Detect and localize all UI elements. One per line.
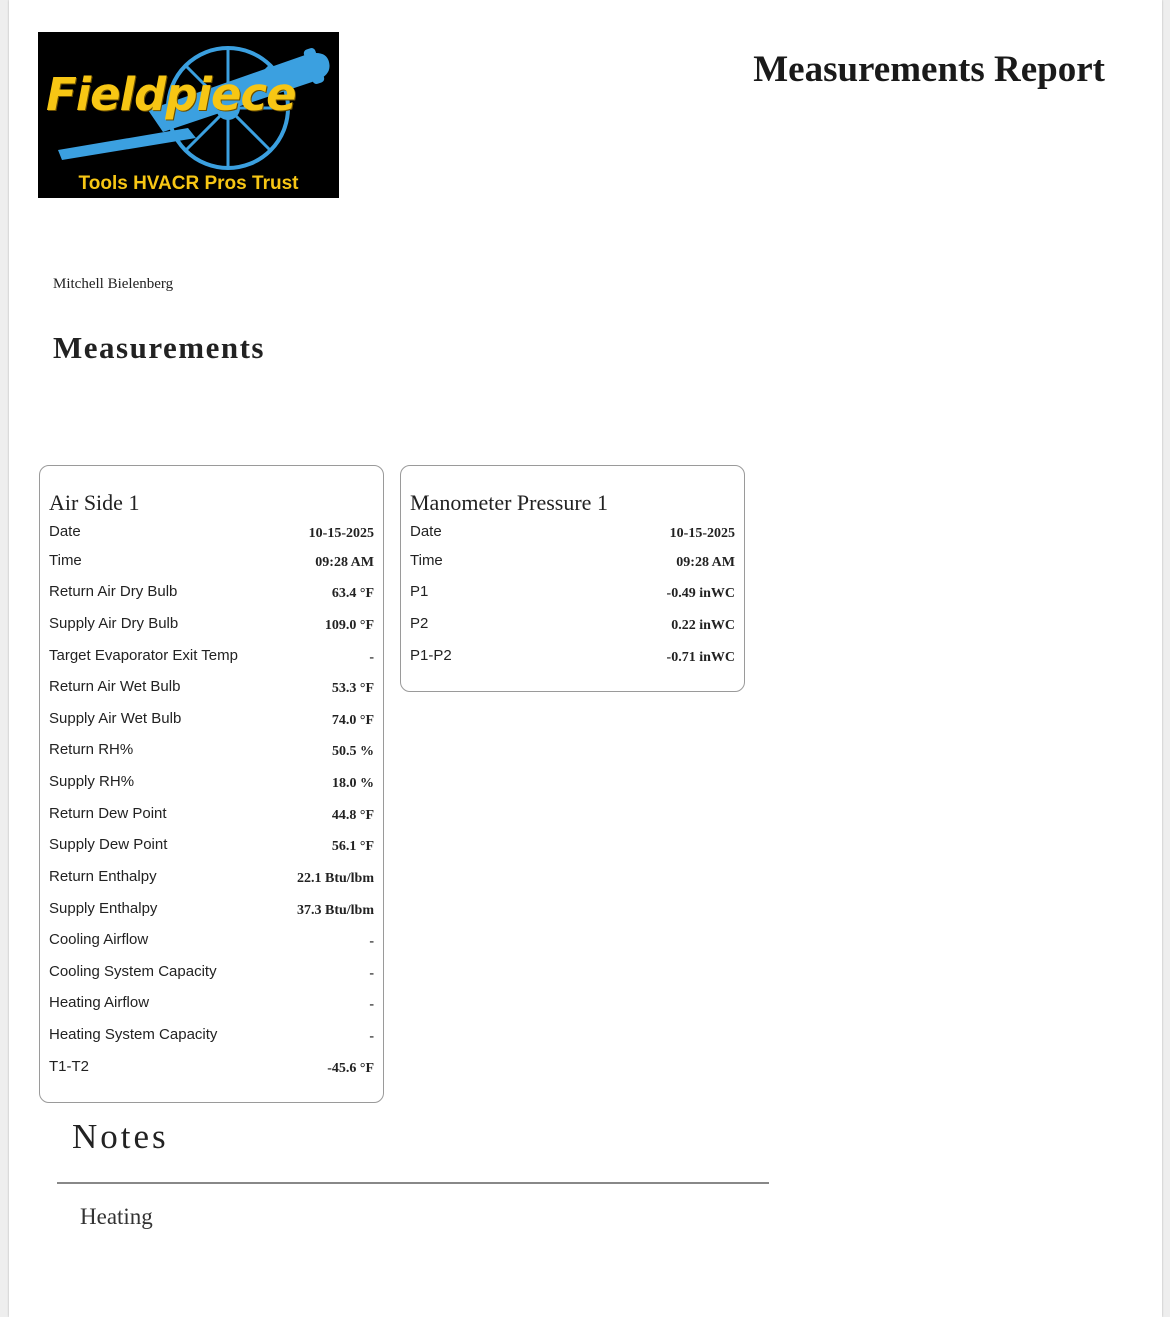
measurement-row — [49, 963, 374, 985]
measurement-value: - — [369, 934, 374, 949]
measurement-label: Time — [49, 552, 82, 569]
measurement-row — [49, 868, 374, 890]
measurement-value: 10-15-2025 — [308, 526, 374, 541]
measurement-value: 63.4 °F — [331, 586, 374, 601]
measurement-value: 10-15-2025 — [669, 526, 735, 541]
measurement-value: 74.0 °F — [331, 713, 374, 728]
measurement-row — [49, 931, 374, 953]
measurement-label: Supply Dew Point — [49, 836, 168, 853]
measurement-row — [49, 678, 374, 700]
measurement-label: Supply Air Wet Bulb — [49, 710, 182, 727]
measurement-row — [49, 836, 374, 858]
logo-tagline: Tools HVACR Pros Trust — [78, 173, 299, 194]
measurement-value: 56.1 °F — [331, 839, 374, 854]
measurement-row — [410, 523, 735, 545]
manometer-card — [400, 465, 745, 692]
author-name: Mitchell Bielenberg — [53, 276, 174, 292]
measurement-value: 22.1 Btu/lbm — [296, 871, 374, 886]
measurement-value: 53.3 °F — [331, 681, 374, 696]
measurement-value: -0.71 inWC — [666, 650, 735, 665]
measurement-value: - — [369, 997, 374, 1012]
notes-divider — [57, 1182, 769, 1184]
measurement-label: Heating Airflow — [49, 994, 150, 1011]
measurement-label: Return RH% — [49, 741, 134, 758]
measurement-value: 18.0 % — [332, 776, 374, 791]
measurement-label: Supply RH% — [49, 773, 135, 790]
measurement-value: 0.22 inWC — [671, 618, 735, 633]
measurement-row — [49, 647, 374, 669]
measurement-row — [49, 552, 374, 574]
measurements-heading: Measurements — [53, 330, 265, 365]
measurement-label: Supply Air Dry Bulb — [49, 615, 179, 632]
air-side-card — [39, 465, 384, 1103]
measurement-row — [49, 710, 374, 732]
measurement-label: P1 — [410, 583, 429, 600]
measurement-label: Return Dew Point — [49, 805, 167, 822]
measurement-row — [49, 615, 374, 637]
measurement-row — [410, 583, 735, 605]
measurement-value: 109.0 °F — [324, 618, 374, 633]
measurement-value: - — [369, 650, 374, 665]
report-page — [9, 0, 1162, 1317]
notes-heading: Notes — [72, 1117, 169, 1156]
measurement-value: - — [369, 966, 374, 981]
measurement-row — [410, 647, 735, 669]
measurement-label: T1-T2 — [49, 1058, 90, 1075]
logo-brand: Fieldpiece — [46, 68, 296, 121]
air-side-title: Air Side 1 — [49, 490, 140, 515]
measurement-row — [49, 994, 374, 1016]
measurement-value: -0.49 inWC — [666, 586, 735, 601]
measurement-label: Return Enthalpy — [49, 868, 157, 885]
measurement-label: Supply Enthalpy — [49, 900, 158, 917]
measurement-row — [49, 1026, 374, 1048]
measurement-row — [49, 523, 374, 545]
measurement-row — [410, 552, 735, 574]
measurement-value: - — [369, 1029, 374, 1044]
measurement-value: 09:28 AM — [676, 555, 735, 570]
measurement-value: 09:28 AM — [315, 555, 374, 570]
measurement-label: Date — [49, 523, 81, 540]
measurement-row — [410, 615, 735, 637]
measurement-value: -45.6 °F — [327, 1061, 374, 1076]
measurement-label: Return Air Wet Bulb — [49, 678, 181, 695]
measurement-label: Cooling System Capacity — [49, 963, 217, 980]
measurement-row — [49, 583, 374, 605]
measurement-value: 37.3 Btu/lbm — [296, 903, 374, 918]
measurement-value: 44.8 °F — [331, 808, 374, 823]
measurement-label: Time — [410, 552, 443, 569]
measurement-row — [49, 1058, 374, 1080]
fieldpiece-logo — [38, 32, 339, 198]
measurement-row — [49, 773, 374, 795]
measurement-label: Heating System Capacity — [49, 1026, 218, 1043]
measurement-label: Date — [410, 523, 442, 540]
measurement-row — [49, 805, 374, 827]
measurement-label: Return Air Dry Bulb — [49, 583, 178, 600]
measurement-label: P2 — [410, 615, 429, 632]
manometer-title: Manometer Pressure 1 — [410, 490, 608, 515]
notes-text: Heating — [80, 1204, 153, 1229]
measurement-label: Cooling Airflow — [49, 931, 149, 948]
measurement-label: P1-P2 — [410, 647, 452, 664]
report-title: Measurements Report — [753, 49, 1105, 90]
measurement-row — [49, 741, 374, 763]
measurement-row — [49, 900, 374, 922]
measurement-label: Target Evaporator Exit Temp — [49, 647, 238, 664]
measurement-value: 50.5 % — [332, 744, 374, 759]
